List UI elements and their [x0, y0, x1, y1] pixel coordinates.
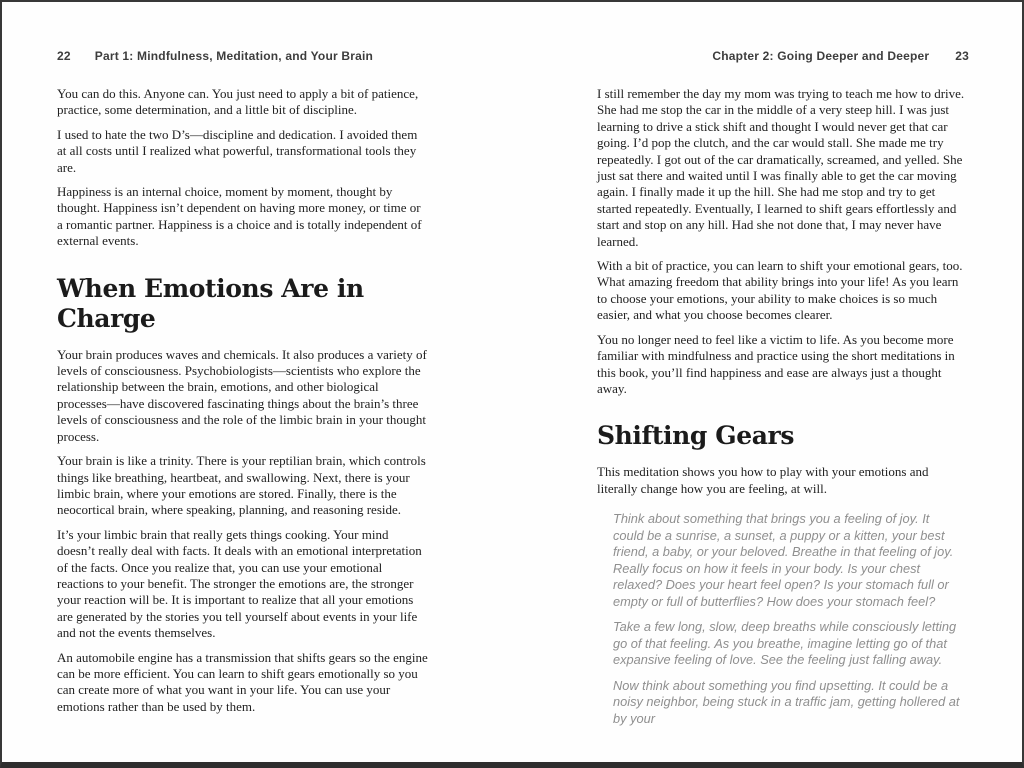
left-intro-paragraph: Happiness is an internal choice, moment by moment, thought by thought. Happiness isn’t dependent on having more money, or time or a romantic partner. Happiness is a choice and is totally independent of external events.	[57, 184, 422, 249]
meditation-paragraph: Take a few long, slow, deep breaths while consciously letting go of that feeling. As you breathe, imagine letting go of that expansive feeling of love. See the feeling just falling away.	[613, 619, 957, 668]
left-section-paragraph: An automobile engine has a transmission that shifts gears so the engine can be more efficient. You can learn to shift gears emotionally so you can create more of what you want in your life. You can use your emotions rather than be used by them.	[57, 649, 428, 714]
left-section-paragraph: It’s your limbic brain that really gets things cooking. Your mind doesn’t really deal with facts. It deals with an emotional interpretation of the facts. Once you realize that, you can use your emotional reactions to your benefit. The stronger the emotions are, the stronger your reaction will be. It is important to realize that all your emotions are generated by the stories you tell yourself about events in your life and not the events themselves.	[57, 526, 422, 641]
right-section-intro: This meditation shows you how to play with your emotions and literally change how you are feeling, at will.	[597, 464, 929, 496]
right-page-number: 23	[955, 49, 969, 63]
right-intro-paragraph: With a bit of practice, you can learn to shift your emotional gears, too. What amazing freedom that ability brings into your life! As you learn to choose your emotions, your ability to make choices is so much easier, and what you choose becomes clearer.	[597, 258, 963, 323]
left-intro-paragraph: You can do this. Anyone can. You just need to apply a bit of patience, practice, some determination, and a little bit of discipline.	[57, 86, 419, 118]
left-section-heading: When Emotions Are in Charge	[57, 273, 364, 333]
right-section-heading: Shifting Gears	[597, 421, 794, 451]
right-intro-paragraph: You no longer need to feel like a victim to life. As you become more familiar with mindfulness and practice using the short meditations in this book, you’ll find happiness and ease are always just a thought away.	[597, 331, 955, 396]
left-section-paragraph: Your brain is like a trinity. There is your reptilian brain, which controls things like breathing, heartbeat, and swallowing. Next, there is your limbic brain, where your emotions are stored. Finally, there is the neocortical brain, where speaking, planning, and reasoning reside.	[57, 453, 426, 518]
left-page-number: 22	[57, 49, 71, 63]
left-section-paragraph: Your brain produces waves and chemicals. It also produces a variety of levels of consciousness. Psychobiologists—scientists who explore the relationship between the brain, emotions, and other biological processes—have discovered fascinating things about the brain’s three levels of consciousness and the role of the limbic brain in your thought process.	[57, 346, 427, 444]
right-page	[597, 49, 969, 736]
left-intro-paragraph: I used to hate the two D’s—discipline and dedication. I avoided them at all costs until I realized what powerful, transformational tools they are.	[57, 126, 418, 175]
right-running-header-title: Chapter 2: Going Deeper and Deeper	[712, 49, 930, 63]
right-running-header	[597, 49, 969, 63]
left-running-header	[57, 49, 429, 63]
meditation-block	[597, 511, 969, 727]
meditation-paragraph: Now think about something you find upsetting. It could be a noisy neighbor, being stuck in a traffic jam, getting hollered at by your	[613, 677, 960, 726]
left-page	[57, 49, 429, 723]
right-intro-paragraph: I still remember the day my mom was trying to teach me how to drive. She had me stop the car in the middle of a very steep hill. I was just learning to drive a stick shift and thought I would never get that car going. I’d pop the clutch, and the car would stall. She made me try repeatedly. I got out of the car dramatically, screamed, and yelled. She just sat there and waited until I was finally able to get the car moving again. I finally made it up the hill. She had me stop and try to get started repeatedly. Eventually, I learned to shift gears effortlessly and start and stop on any hill. Had she not done that, I may never have learned.	[597, 86, 965, 249]
left-running-header-title: Part 1: Mindfulness, Meditation, and Your Brain	[94, 49, 374, 63]
meditation-paragraph: Think about something that brings you a feeling of joy. It could be a sunrise, a sunset, a puppy or a kitten, your best friend, a baby, or your beloved. Breathe in that feeling of joy. Really focus on how it feels in your body. Is your chest relaxed? Does your heart feel open? Is your stomach full or empty or full of butterflies? How does your stomach feel?	[613, 511, 954, 609]
